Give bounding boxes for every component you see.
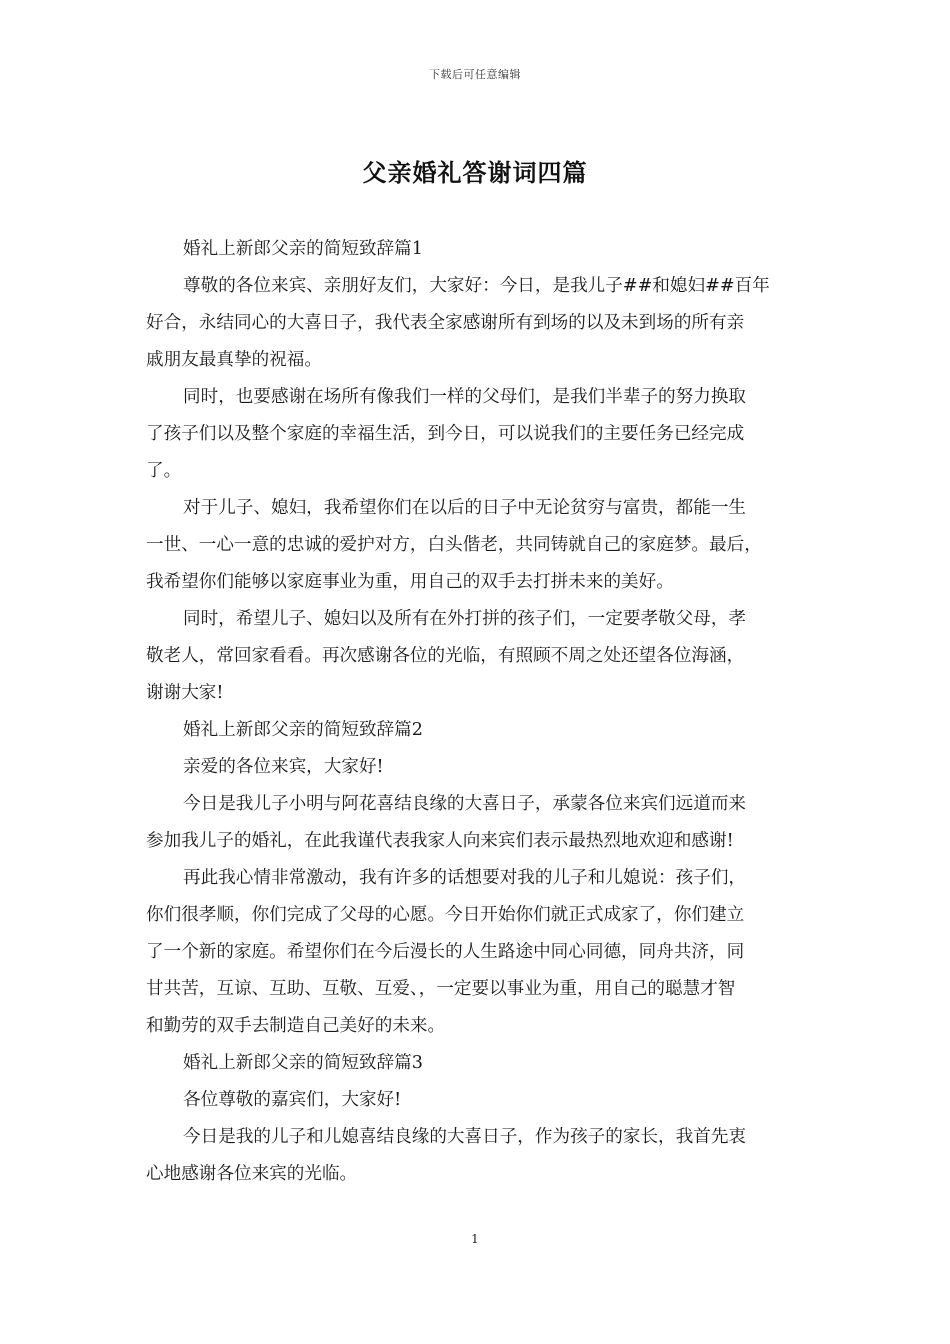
paragraph: 亲爱的各位来宾，大家好! — [183, 757, 384, 777]
document-body — [146, 231, 806, 1193]
page-number: 1 — [471, 1232, 479, 1246]
paragraph: 今日是我的儿子和儿媳喜结良缘的大喜日子，作为孩子的家长，我首先衷 心地感谢各位来宾的光临。 — [146, 1127, 747, 1184]
paragraph: 对于儿子、媳妇，我希望你们在以后的日子中无论贫穷与富贵，都能一生 一世、一心一意的忠诚的爱护对方，白头偕老，共同铸就自己的家庭梦。最后， 我希望你们能够以家庭事业为重，用自己的双手去打拼未来的美好。 — [146, 498, 762, 592]
section-heading-3: 婚礼上新郎父亲的简短致辞篇3 — [183, 1053, 423, 1073]
document-title: 父亲婚礼答谢词四篇 — [362, 158, 588, 187]
page-header-note: 下载后可任意编辑 — [429, 68, 521, 81]
section-heading-1: 婚礼上新郎父亲的简短致辞篇1 — [183, 239, 423, 259]
section-heading-2: 婚礼上新郎父亲的简短致辞篇2 — [183, 720, 423, 740]
paragraph: 各位尊敬的嘉宾们，大家好! — [183, 1090, 402, 1110]
paragraph: 同时，希望儿子、媳妇以及所有在外打拼的孩子们，一定要孝敬父母，孝 敬老人，常回家看看。再次感谢各位的光临，有照顾不周之处还望各位海涵， 谢谢大家! — [146, 609, 747, 703]
paragraph: 同时，也要感谢在场所有像我们一样的父母们，是我们半辈子的努力换取 了孩子们以及整个家庭的幸福生活，到今日，可以说我们的主要任务已经完成 了。 — [146, 387, 747, 481]
paragraph: 今日是我儿子小明与阿花喜结良缘的大喜日子，承蒙各位来宾们远道而来 参加我儿子的婚礼，在此我谨代表我家人向来宾们表示最热烈地欢迎和感谢! — [146, 794, 747, 851]
paragraph: 再此我心情非常激动，我有许多的话想要对我的儿子和儿媳说：孩子们， 你们很孝顺，你们完成了父母的心愿。今日开始你们就正式成家了，你们建立 了一个新的家庭。希望你们在今后漫长的人生路途中同心同德，同舟共济，同 甘共苦，互谅、互助、互敬、互爱、，一定要以事业为重，用自己的聪慧才智 和勤劳的双手去制造自己美好的未来。 — [146, 868, 747, 1036]
paragraph: 尊敬的各位来宾、亲朋好友们，大家好：今日，是我儿子##和媳妇##百年 好合，永结同心的大喜日子，我代表全家感谢所有到场的以及未到场的所有亲 戚朋友最真挚的祝福。 — [146, 276, 770, 370]
